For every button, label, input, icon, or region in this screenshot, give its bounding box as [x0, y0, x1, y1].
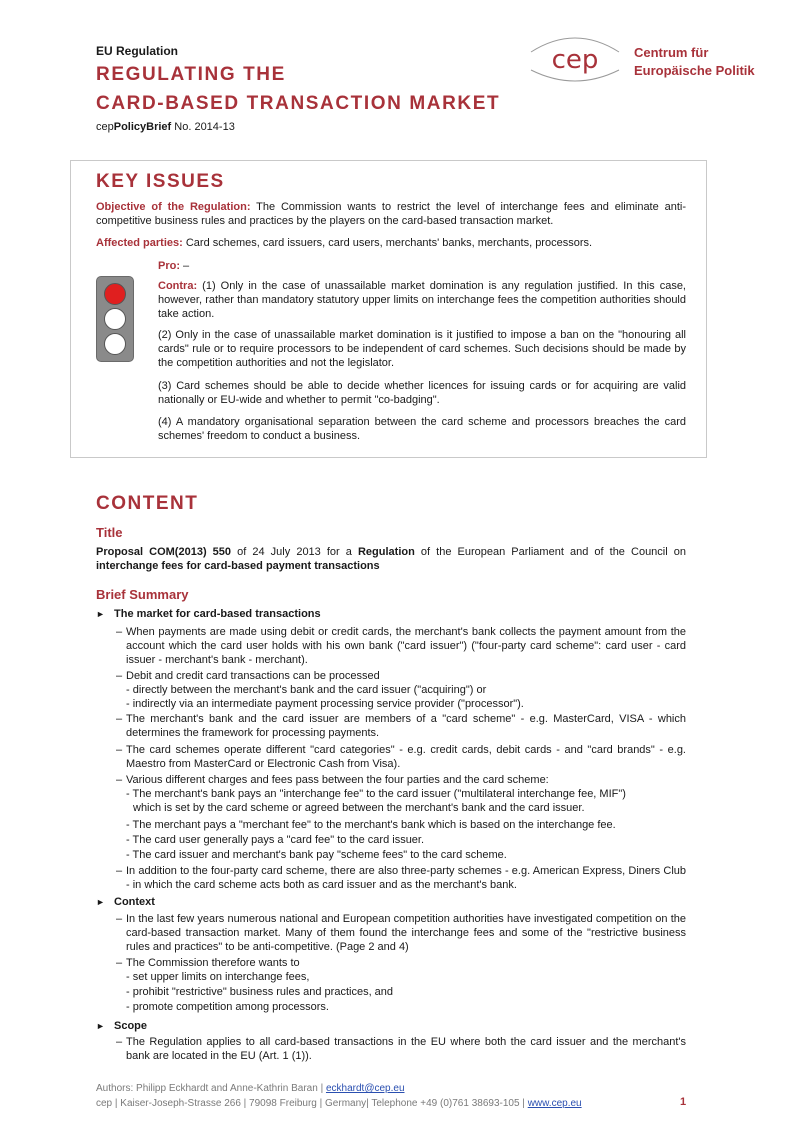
sub-item: - The merchant pays a "merchant fee" to the merchant's bank which is based on the interchange fee.	[126, 819, 616, 831]
cep-wordmark: cep	[551, 45, 599, 75]
red-lamp	[104, 283, 126, 305]
list-item: In addition to the four-party card scheme, there are also three-party schemes - e.g. American Express, Diners Club - in which the card scheme acts both as card issuer and as the merchant's bank.	[126, 865, 686, 891]
category-label: EU Regulation	[96, 44, 179, 58]
list-item: In the last few years numerous national and European competition authorities have investigated competition on the card-based transaction market. Many of them found the interchange fees and some of the "restrictive business rules and practices" to be anti-competitive. (Page 2 and 4)	[126, 913, 686, 953]
list-item: Debit and credit card transactions can be processed	[126, 670, 380, 682]
section-title: ► Context	[96, 896, 155, 908]
sub-item: - indirectly via an intermediate payment processing service provider ("processor").	[126, 698, 524, 710]
pro-line: Pro: –	[158, 260, 190, 272]
sub-item: - The card user generally pays a "card fee" to the card issuer.	[126, 834, 425, 846]
list-item: The Regulation applies to all card-based transactions in the EU where both the card issuer and the merchant's bank are located in the EU (Art. 1 (1)).	[126, 1036, 686, 1062]
title-subheading: Title	[96, 525, 123, 540]
author-email-link[interactable]: eckhardt@cep.eu	[325, 1083, 405, 1094]
contra-4: (4) A mandatory organisational separation between the card scheme and processors breaches the card schemes' freedom to conduct a business.	[158, 416, 686, 442]
contra-2: (2) Only in the case of unassailable market domination is it justified to impose a ban on the "honouring all cards" rule or to require processors to be independent of card schemes. Such decisions should be made by the competition authorities and not the legislator.	[158, 329, 686, 369]
sub-item: - directly between the merchant's bank and the card issuer ("acquiring") or	[126, 684, 487, 696]
footer-authors: Authors: Philipp Eckhardt and Anne-Kathrin Baran | eckhardt@cep.eu	[96, 1083, 405, 1094]
footer-address: cep | Kaiser-Joseph-Strasse 266 | 79098 Freiburg | Germany| Telephone +49 (0)761 38693-105 | www.cep.eu	[96, 1098, 582, 1109]
amber-lamp	[104, 308, 126, 330]
sub-item: which is set by the card scheme or agreed between the merchant's bank and the card issuer.	[133, 802, 585, 814]
key-issues-heading: KEY ISSUES	[96, 171, 225, 192]
objective-paragraph: Objective of the Regulation: The Commission wants to restrict the level of interchange fees and eliminate anti-competitive business rules and practices by the players on the card-based transaction market.	[96, 201, 686, 227]
green-lamp	[104, 333, 126, 355]
document-title-line1: REGULATING THE	[96, 64, 286, 85]
brief-summary-heading: Brief Summary	[96, 587, 189, 602]
contra-3: (3) Card schemes should be able to decide whether licences for issuing cards or for acquiring are valid nationally or EU-wide and whether to permit "co-badging".	[158, 380, 686, 406]
sub-item: - prohibit "restrictive" business rules and practices, and	[126, 986, 394, 998]
list-item: The card schemes operate different "card categories" - e.g. credit cards, debit cards - and "card brands" - e.g. Maestro from MasterCard or Electronic Cash from Visa).	[126, 744, 686, 770]
list-item: The Commission therefore wants to	[126, 957, 300, 969]
list-item: When payments are made using debit or credit cards, the merchant's bank collects the payment amount from the account which the card user holds with his own bank ("card issuer") ("four-party card scheme": card user - card issuer - merchant's bank - merchant).	[126, 626, 686, 666]
policy-brief-number: cepPolicyBrief No. 2014-13	[96, 121, 235, 133]
sub-item: - set upper limits on interchange fees,	[126, 971, 310, 983]
section-title: ► The market for card-based transactions	[96, 608, 321, 620]
section-title: ► Scope	[96, 1020, 148, 1032]
content-heading: CONTENT	[96, 493, 199, 514]
sub-item: - The merchant's bank pays an "interchange fee" to the card issuer ("multilateral interchange fee, MIF")	[126, 788, 626, 800]
sub-item: - promote competition among processors.	[126, 1001, 329, 1013]
contra-1: Contra: (1) Only in the case of unassailable market domination is any regulation justified. In this case, however, rather than mandatory statutory upper limits on interchange fees the competition authorities should take action.	[158, 280, 686, 320]
website-link[interactable]: www.cep.eu	[527, 1098, 582, 1109]
sub-item: - The card issuer and merchant's bank pay "scheme fees" to the card scheme.	[126, 849, 507, 861]
list-item: The merchant's bank and the card issuer are members of a "card scheme" - e.g. MasterCard, VISA - which determines the framework for processing payments.	[126, 713, 686, 739]
proposal-paragraph: Proposal COM(2013) 550 of 24 July 2013 for a Regulation of the European Parliament and of the Council on interchange fees for card-based payment transactions	[96, 546, 687, 572]
document-title-line2: CARD-BASED TRANSACTION MARKET	[96, 93, 501, 114]
cep-logo	[527, 30, 623, 85]
cep-logo-text: Centrum für Europäische Politik	[634, 45, 755, 78]
page-number: 1	[680, 1096, 687, 1108]
traffic-light-icon	[96, 276, 134, 362]
list-item: Various different charges and fees pass between the four parties and the card scheme:	[126, 774, 549, 786]
affected-parties: Affected parties: Card schemes, card issuers, card users, merchants' banks, merchants, processors.	[96, 237, 593, 249]
